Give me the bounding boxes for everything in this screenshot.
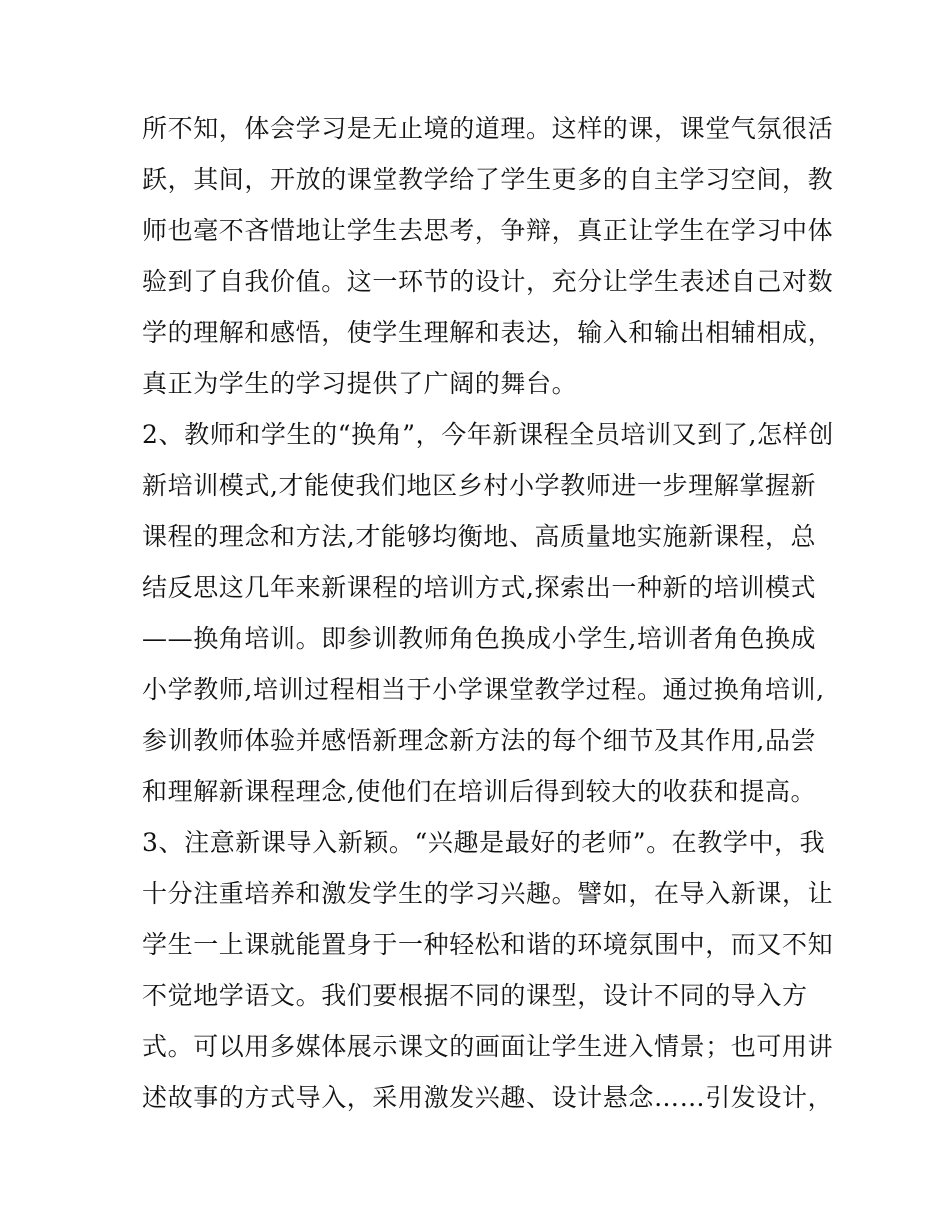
text-line: ——换角培训。即参训教师角色换成小学生,培训者角色换成 bbox=[142, 624, 817, 653]
text-line: 十分注重培养和激发学生的学习兴趣。譬如，在导入新课，让 bbox=[142, 879, 834, 908]
text-line: 真正为学生的学习提供了广阔的舞台。 bbox=[142, 369, 578, 398]
text-line: 和理解新课程理念,使他们在培训后得到较大的收获和提高。 bbox=[142, 777, 817, 806]
text-line: 跃，其间，开放的课堂教学给了学生更多的自主学习空间，教 bbox=[142, 165, 834, 194]
document-page bbox=[142, 103, 834, 1123]
text-line: 验到了自我价值。这一环节的设计，充分让学生表述自己对数 bbox=[142, 267, 834, 296]
text-line: 2、教师和学生的“换角”，今年新课程全员培训又到了,怎样创 bbox=[142, 420, 834, 449]
text-line: 不觉地学语文。我们要根据不同的课型，设计不同的导入方 bbox=[142, 981, 808, 1010]
text-line: 小学教师,培训过程相当于小学课堂教学过程。通过换角培训, bbox=[142, 675, 825, 704]
text-line: 所不知，体会学习是无止境的道理。这样的课，课堂气氛很活 bbox=[142, 114, 834, 143]
text-line: 师也毫不吝惜地让学生去思考，争辩，真正让学生在学习中体 bbox=[142, 216, 834, 245]
text-line: 新培训模式,才能使我们地区乡村小学教师进一步理解掌握新 bbox=[142, 471, 817, 500]
text-line: 参训教师体验并感悟新理念新方法的每个细节及其作用,品尝 bbox=[142, 726, 817, 755]
text-line: 学的理解和感悟，使学生理解和表达，输入和输出相辅相成， bbox=[142, 318, 834, 347]
text-line: 述故事的方式导入，采用激发兴趣、设计悬念……引发设计， bbox=[142, 1083, 834, 1112]
text-line: 学生一上课就能置身于一种轻松和谐的环境氛围中，而又不知 bbox=[142, 930, 834, 959]
text-line: 式。可以用多媒体展示课文的画面让学生进入情景；也可用讲 bbox=[142, 1032, 834, 1061]
text-line: 3、注意新课导入新颖。“兴趣是最好的老师”。在教学中，我 bbox=[142, 828, 826, 857]
text-line: 结反思这几年来新课程的培训方式,探索出一种新的培训模式 bbox=[142, 573, 817, 602]
text-line: 课程的理念和方法,才能够均衡地、高质量地实施新课程，总 bbox=[142, 522, 817, 551]
